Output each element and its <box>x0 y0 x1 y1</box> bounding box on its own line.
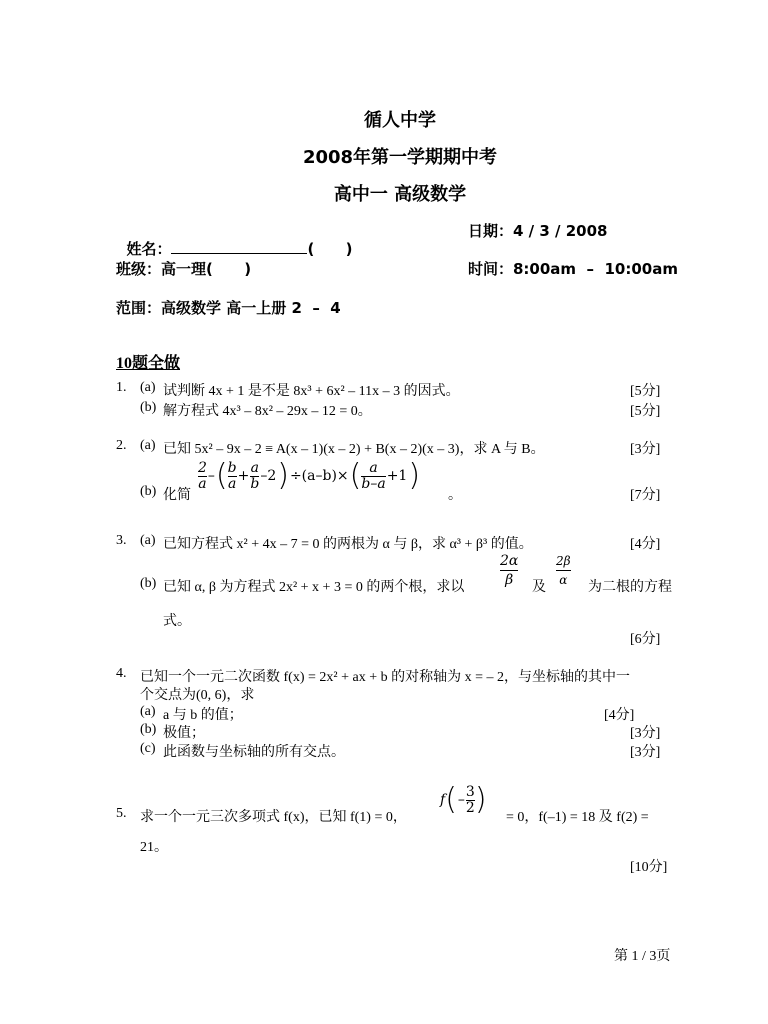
q2b-text: 化简 <box>163 488 191 503</box>
class-field: 班级：高一理( ) <box>116 260 252 278</box>
q5-marks: [10分] <box>630 860 668 875</box>
q3b-text: 已知 α, β 为方程式 2x² + x + 3 = 0 的两个根，求以 <box>163 580 465 595</box>
frac-2beta-over-alpha: $\frac{2\beta}{\alpha}$ <box>556 554 571 587</box>
q3b-label: (b) <box>140 576 157 591</box>
time-field: 时间：8:00am – 10:00am <box>468 260 678 278</box>
q4a-text: a 与 b 的值； <box>163 708 243 723</box>
q3a-label: (a) <box>140 533 156 548</box>
q4-line1: 已知一个一元二次函数 f(x) = 2x² + ax + b 的对称轴为 x = – 2，与坐标轴的其中一 <box>140 670 630 685</box>
name-label: 姓名： <box>126 240 172 258</box>
frac-2-over-a: $\frac{2}{a}$ <box>198 459 207 492</box>
f-of-neg-three-halves: f ( – $\frac{3}{2}$ ) <box>440 782 487 817</box>
exam-title: 2008年第一学期期中考 <box>302 147 498 168</box>
q4c-marks: [3分] <box>630 745 661 760</box>
school-name: 循人中学 <box>364 110 436 131</box>
q3b-continuation: 式。 <box>163 614 191 629</box>
q4b-label: (b) <box>140 722 157 737</box>
q4b-marks: [3分] <box>630 726 661 741</box>
left-paren: ( <box>215 458 228 493</box>
q1a-marks: [5分] <box>630 384 661 399</box>
q2b-period: 。 <box>448 488 462 503</box>
q3b-tail: 为二根的方程 <box>588 580 672 595</box>
date-field: 日期：4 / 3 / 2008 <box>468 222 608 240</box>
frac-2alpha-over-beta: $\frac{2\alpha}{\beta}$ <box>500 553 519 588</box>
right-paren-2: ) <box>408 458 421 493</box>
q4c-text: 此函数与坐标轴的所有交点。 <box>163 745 345 760</box>
q3a-text: 已知方程式 x² + 4x – 7 = 0 的两根为 α 与 β，求 α³ + β³ 的值。 <box>163 537 533 552</box>
q4c-label: (c) <box>140 741 156 756</box>
name-field <box>116 220 353 259</box>
scope-field: 范围：高级数学 高一上册 2 – 4 <box>116 299 341 317</box>
q3b-marks: [6分] <box>630 632 661 647</box>
q2b-marks: [7分] <box>630 488 661 503</box>
q2a-marks: [3分] <box>630 442 661 457</box>
q1b-marks: [5分] <box>630 404 661 419</box>
q2b-label: (b) <box>140 484 157 499</box>
subject-title: 高中一 高级数学 <box>333 184 467 205</box>
q1-number: 1. <box>116 380 127 395</box>
page-number: 第 1 / 3页 <box>614 949 671 964</box>
frac-a-over-b-minus-a: $\frac{a}{b-a}$ <box>361 459 386 492</box>
q4a-marks: [4分] <box>604 708 635 723</box>
q4b-text: 极值； <box>163 726 205 741</box>
left-paren-2: ( <box>349 458 362 493</box>
q2a-label: (a) <box>140 438 156 453</box>
name-blank <box>171 239 307 254</box>
q4a-label: (a) <box>140 704 156 719</box>
q2a-text: 已知 5x² – 9x – 2 ≡ A(x – 1)(x – 2) + B(x – 2)(x – 3)，求 A 与 B。 <box>163 442 545 457</box>
q2-number: 2. <box>116 438 127 453</box>
q5-text1: 求一个一元三次多项式 f(x)，已知 f(1) = 0， <box>140 810 407 825</box>
frac-a-over-b: $\frac{a}{b}$ <box>250 459 260 492</box>
q3b-and: 及 <box>532 580 546 595</box>
q1a-label: (a) <box>140 380 156 395</box>
q1a-text: 试判断 4x + 1 是不是 8x³ + 6x² – 11x – 3 的因式。 <box>163 384 460 399</box>
q3-number: 3. <box>116 533 127 548</box>
section-heading: 10题全做 <box>116 355 181 372</box>
q2b-expression: $\frac{2}{a}$ – ( $\frac{b}{a}$ + $\frac{a}{b}$ –2 ) ÷(a–b)× ( $\frac{a}{b-a}$ +1 ) <box>198 458 421 493</box>
q5-number: 5. <box>116 806 127 821</box>
q5-text3: 21。 <box>140 840 168 855</box>
q4-line2: 个交点为(0, 6)，求 <box>140 688 255 703</box>
frac-b-over-a: $\frac{b}{a}$ <box>227 459 237 492</box>
right-paren: ) <box>277 458 289 493</box>
q1b-text: 解方程式 4x³ – 8x² – 29x – 12 = 0。 <box>163 404 372 419</box>
name-seat: ( ) <box>307 240 353 258</box>
q1b-label: (b) <box>140 400 157 415</box>
q5-text2: = 0，f(–1) = 18 及 f(2) = <box>506 810 649 825</box>
q4-number: 4. <box>116 666 127 681</box>
q3a-marks: [4分] <box>630 537 661 552</box>
